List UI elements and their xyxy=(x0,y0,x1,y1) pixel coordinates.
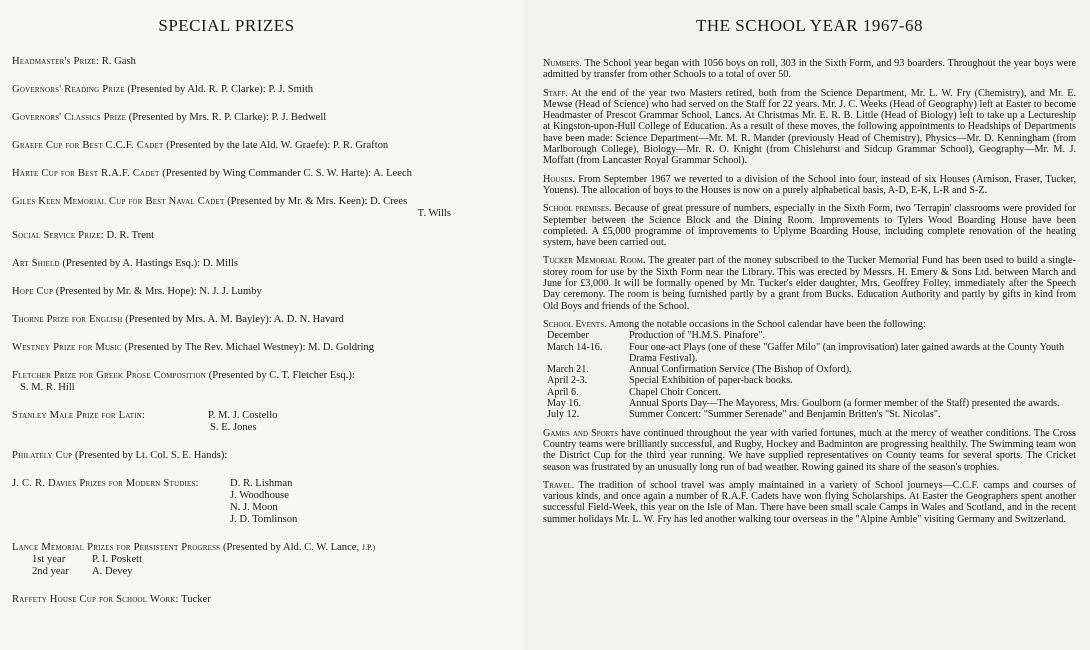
prize-winner: D. R. Lishman xyxy=(230,478,293,489)
section-lead: School Events. xyxy=(543,318,607,330)
page-title-school-year: THE SCHOOL YEAR 1967-68 xyxy=(696,16,923,35)
prize-winner: P. M. J. Costello xyxy=(208,410,278,421)
prize-text: (Presented by Mrs. A. M. Bayley): A. D. N. Havard xyxy=(125,314,344,325)
events-list xyxy=(547,330,1076,420)
prize-winner: J. D. Tomlinson xyxy=(230,514,298,525)
left-page xyxy=(0,0,525,650)
prize-label: Social Service Prize: xyxy=(12,230,104,241)
prize-philately-cup xyxy=(12,450,511,462)
year-label: 1st year xyxy=(32,554,66,565)
section-text: have continued throughout the year with varied fortunes, much at the mercy of weather conditions. The Cross Country teams were brilliantly successful, and Rugby, Hockey and Badminton are progressing healthily. The Swimming team won the District Cup for the third year running. We have supplied representatives on County teams for several sports. The Cricket season was frustrated by an unusually long run of bad weather. Rowing gained its share of the season's trophies. xyxy=(543,427,1077,473)
prize-thorne xyxy=(12,314,511,326)
section-staff xyxy=(543,88,1076,167)
prize-label: Governors' Reading Prize xyxy=(12,84,125,95)
section-text: Among the notable occasions in the School calendar have been the following: xyxy=(608,318,926,330)
prize-label: Fletcher Prize for Greek Prose Composition xyxy=(12,370,207,381)
prize-headmaster xyxy=(12,56,511,68)
prize-text: (Presented by Lt. Col. S. E. Hands): xyxy=(74,450,228,461)
prize-art-shield xyxy=(12,258,511,270)
event-date: December xyxy=(547,330,589,342)
section-premises xyxy=(543,203,1076,248)
prize-winner: R. Gash xyxy=(101,56,136,67)
event-desc: Chapel Choir Concert. xyxy=(629,386,721,398)
section-text: At the end of the year two Masters retired, both from the Science Department, Mr. L. W. Fry (Chemistry), and Mr. E. Mewse (Head of Science) who had served on the Staff for 22 years. Mr. J. C. Weeks (Head of Geography) left at Easter to become Headmaster of Prescot Grammar School, Lancs. At Christmas Mr. E. R. B. Little (Head of Biology) left to take up a Lectureship at Kingston-upon-Hull College of Education. As a result of these moves, the following appointments to Headships of Departments have been made: Science Department—Mr. M. R. Mander (previously Head of Chemistry), Physics—Mr. D. Kenningham (from Marlborough College), Biology—Mr. R. O. Knight (from Chislehurst and Sidcup Grammar School), Geography—Mr. M. J. Moffatt (from Lancaster Royal Grammar School). xyxy=(543,87,1076,167)
prize-label: Art Shield xyxy=(12,258,60,269)
prize-label: Headmaster's Prize: xyxy=(12,56,100,67)
prize-winner: P. I. Poskett xyxy=(92,554,143,565)
prize-text: (Presented by C. T. Fletcher Esq.): xyxy=(208,370,355,381)
prize-winner: A. Devey xyxy=(92,566,133,577)
section-lead: Games and Sports xyxy=(543,427,619,439)
event-desc: Production of "H.M.S. Pinafore". xyxy=(629,330,765,342)
prize-jcr-davies xyxy=(12,478,511,526)
section-text: The tradition of school travel was amply maintained in a variety of School journeys—C.C.F. camps and courses of various kinds, and once again a number of R.A.F. Cadets have won flying Scholarships. At Easter the Geographers spent another successful Field-Week, this year on the Isle of Man. There have been small scale Camps in Wales and Scotland, and in the recent summer holidays Mr. L. W. Fry has led another walking tour overseas in the "Alpine Amble" visiting Germany and Switzerland. xyxy=(543,479,1076,525)
prize-label: Governors' Classics Prize xyxy=(12,112,127,123)
year-label: 2nd year xyxy=(32,566,69,577)
prize-social-service xyxy=(12,230,511,242)
prize-winners xyxy=(230,478,297,526)
prize-governors-classics xyxy=(12,112,511,124)
prize-giles-keen xyxy=(12,196,511,220)
prize-second-winner: T. Wills xyxy=(417,208,451,219)
right-page xyxy=(525,0,1090,650)
prize-westney xyxy=(12,342,511,354)
prize-stanley-male xyxy=(12,410,511,434)
prize-text: (Presented by the late Ald. W. Graefe): P. R. Grafton xyxy=(166,140,389,151)
prize-label: Harte Cup for Best R.A.F. Cadet xyxy=(12,168,160,179)
section-text: The greater part of the money subscribed to the Tucker Memorial Fund has been used to build a single-storey room for use by the Sixth Form near the Library. This was erected by Messrs. H. Emery & Sons Ltd. between March and June for £3,000. It will be formally opened by Mr. Tucker's elder daughter, Mrs. Geoffrey Folley, immediately after the Speech Day ceremony. The room is being furnished partly by a grant from Bucks. Education Authority and partly by gifts in kind from Old Boys and friends of the School. xyxy=(543,255,1076,312)
section-lead: Staff. xyxy=(543,87,568,99)
section-text: The School year began with 1056 boys on roll, 303 in the Sixth Form, and 93 boarders. Throughout the year boys were admitted by transfer from other Schools to a total of over 50. xyxy=(543,58,1076,81)
prize-label: Stanley Male Prize for Latin: xyxy=(12,410,146,421)
prize-text: (Presented by Mr. & Mrs. Keen): D. Crees xyxy=(227,196,408,207)
prize-label: Graefe Cup for Best C.C.F. Cadet xyxy=(12,140,164,151)
prize-year-list xyxy=(12,554,511,578)
section-tucker-room xyxy=(543,255,1076,311)
event-date: April 2-3. xyxy=(547,375,588,387)
prize-label: Thorne Prize for English xyxy=(12,314,123,325)
prize-text: (Presented by The Rev. Michael Westney): M. D. Goldring xyxy=(124,342,375,353)
section-lead: Houses. xyxy=(543,173,576,185)
section-events xyxy=(543,319,1076,330)
prize-label: Westney Prize for Music xyxy=(12,342,122,353)
event-desc: Four one-act Plays (one of these "Gaffer Milo" (an improvisation) later gained awards at the County Youth Drama Festival). xyxy=(629,341,1065,364)
prize-label: Raffety House Cup for School Work: xyxy=(12,594,179,605)
event-date: April 6. xyxy=(547,386,579,398)
event-desc: Special Exhibition of paper-back books. xyxy=(629,375,793,387)
section-houses xyxy=(543,174,1076,197)
event-date: May 16. xyxy=(547,398,581,410)
prize-winner: Tucker xyxy=(181,594,211,605)
event-date: March 14-16. xyxy=(547,341,603,353)
prize-text: (Presented by Mrs. R. P. Clarke): P. J. Bedwell xyxy=(128,112,327,123)
prize-harte-cup xyxy=(12,168,511,180)
prize-fletcher xyxy=(12,370,511,394)
prize-label: Hope Cup xyxy=(12,286,54,297)
section-lead: Tucker Memorial Room. xyxy=(543,255,646,267)
prize-row xyxy=(12,410,511,434)
prize-winner: S. E. Jones xyxy=(210,422,257,433)
prize-graefe-cup xyxy=(12,140,511,152)
prize-text: (Presented by Ald. R. P. Clarke): P. J. Smith xyxy=(127,84,314,95)
section-lead: School premises. xyxy=(543,203,612,215)
prize-label: Lance Memorial Prizes for Persistent Progress xyxy=(12,542,221,553)
prize-lance-memorial xyxy=(12,542,511,578)
section-numbers xyxy=(543,58,1076,81)
prize-text: (Presented by Ald. C. W. Lance, xyxy=(222,542,360,553)
prize-text: (Presented by A. Hastings Esq.): D. Mills xyxy=(62,258,239,269)
prize-hope-cup xyxy=(12,286,511,298)
prize-text: (Presented by Mr. & Mrs. Hope): N. J. J. Lumby xyxy=(55,286,262,297)
event-date: July 12. xyxy=(547,409,580,421)
prize-winners xyxy=(208,410,277,434)
section-text: From September 1967 we reverted to a division of the School into four, instead of six Houses (Arnison, Fraser, Tucker, Youens). The allocation of boys to the Houses is now on a purely alphabetical basis, A-D, E-K, L-R and S-Z. xyxy=(543,173,1077,196)
page-title-special-prizes: SPECIAL PRIZES xyxy=(158,16,295,35)
prize-winner: J. Woodhouse xyxy=(230,490,289,501)
prize-winner: S. M. R. Hill xyxy=(20,382,75,393)
section-text: Because of great pressure of numbers, especially in the Sixth Form, two 'Terrapin' classrooms were provided for September between the Science Block and the Dining Room. Improvements to Tylers Wood Boarding House have been completed. A £5,000 programme of improvements to Uplyme Boarding House, including complete renovation of the heating system, have been carried out. xyxy=(543,203,1077,249)
event-desc: Summer Concert: "Summer Serenade" and Benjamin Britten's "St. Nicolas". xyxy=(629,409,941,421)
prize-label: Philately Cup xyxy=(12,450,73,461)
prize-suffix: J.P.) xyxy=(361,543,376,552)
section-travel xyxy=(543,480,1076,525)
prize-label: Giles Keen Memorial Cup for Best Naval Cadet xyxy=(12,196,225,207)
event-date: March 21. xyxy=(547,364,589,376)
prize-text: (Presented by Wing Commander C. S. W. Harte): A. Leech xyxy=(162,168,412,179)
prize-raffety-house xyxy=(12,594,511,606)
prize-governors-reading xyxy=(12,84,511,96)
event-desc: Annual Sports Day—The Mayoress, Mrs. Goulborn (a former member of the Staff) presented the awards. xyxy=(629,398,1060,410)
prize-label: J. C. R. Davies Prizes for Modern Studies: xyxy=(12,478,199,489)
prize-winner: D. R. Trent xyxy=(106,230,155,241)
section-games xyxy=(543,428,1076,473)
event-desc: Annual Confirmation Service (The Bishop of Oxford). xyxy=(629,364,852,376)
prize-winner: N. J. Moon xyxy=(230,502,278,513)
section-lead: Travel. xyxy=(543,479,575,491)
prize-row xyxy=(12,478,511,526)
section-lead: Numbers. xyxy=(543,58,582,69)
